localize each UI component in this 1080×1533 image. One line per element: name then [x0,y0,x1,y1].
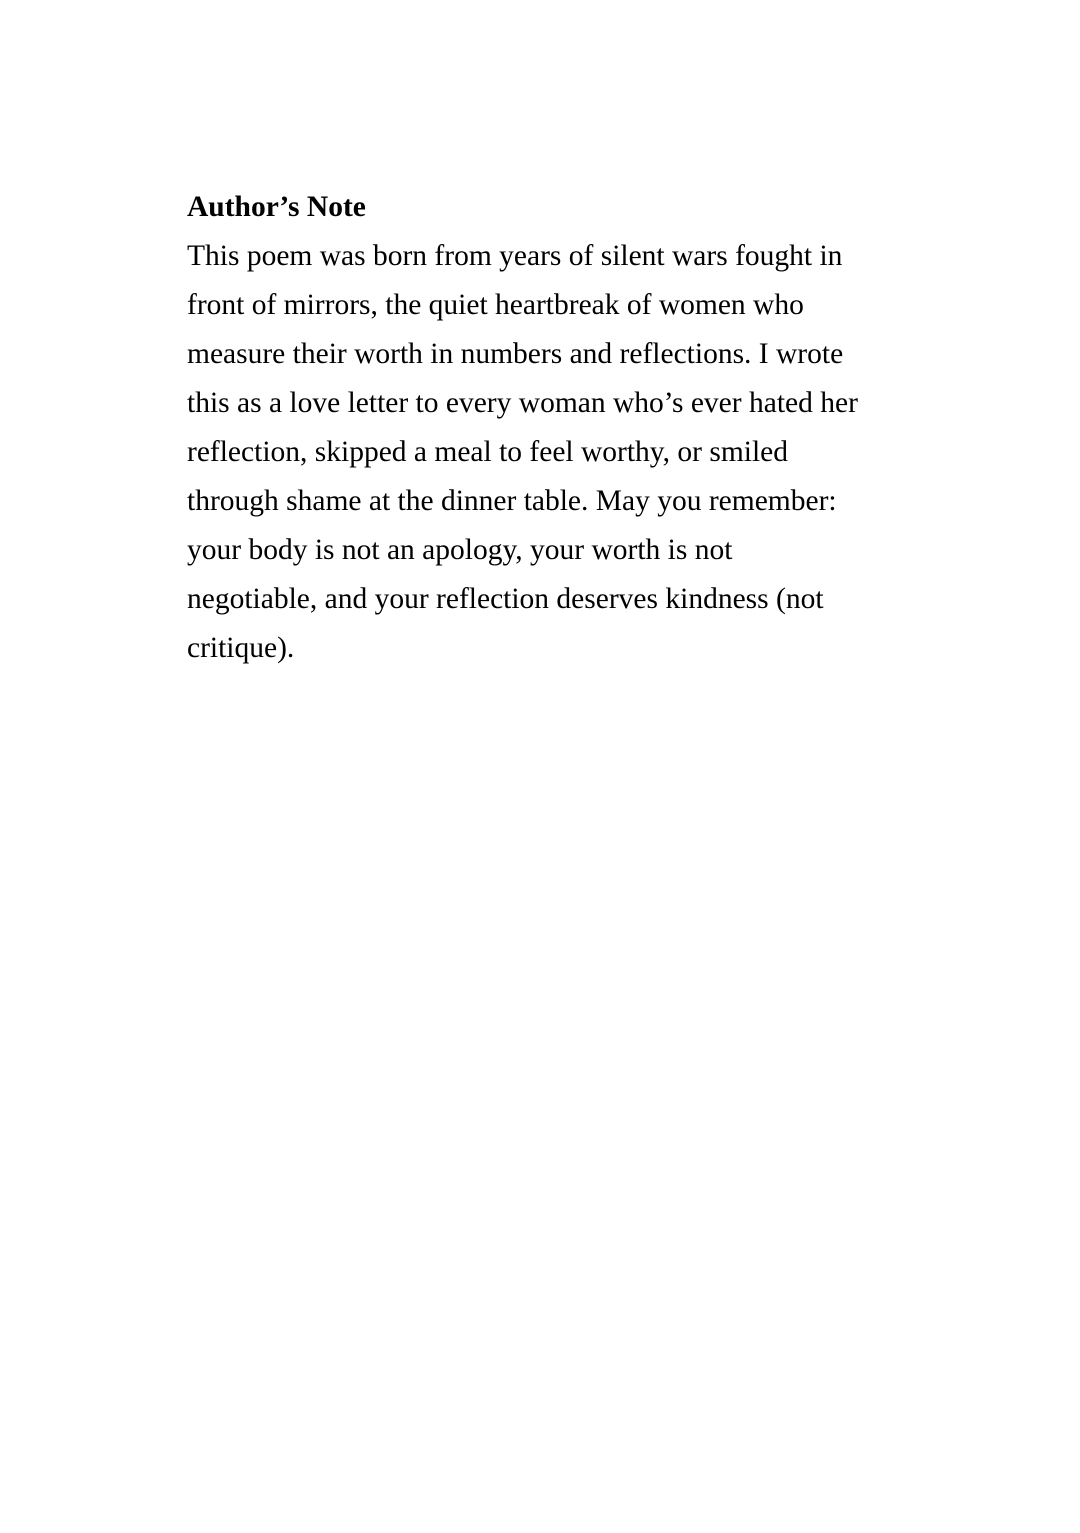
body-line: your body is not an apology, your worth is not [187,534,733,566]
note-title: Author’s Note [187,191,366,223]
body-line: reflection, skipped a meal to feel worthy, or smiled [187,436,789,468]
authors-note [187,183,907,673]
body-line: through shame at the dinner table. May you remember: [187,485,837,517]
body-line: this as a love letter to every woman who’s ever hated her [187,387,858,419]
body-line: This poem was born from years of silent wars fought in [187,240,843,272]
body-line: negotiable, and your reflection deserves kindness (not [187,583,824,615]
body-line: front of mirrors, the quiet heartbreak of women who [187,289,804,321]
body-line: critique). [187,632,295,664]
body-line: measure their worth in numbers and reflections. I wrote [187,338,844,370]
note-body [187,232,907,673]
